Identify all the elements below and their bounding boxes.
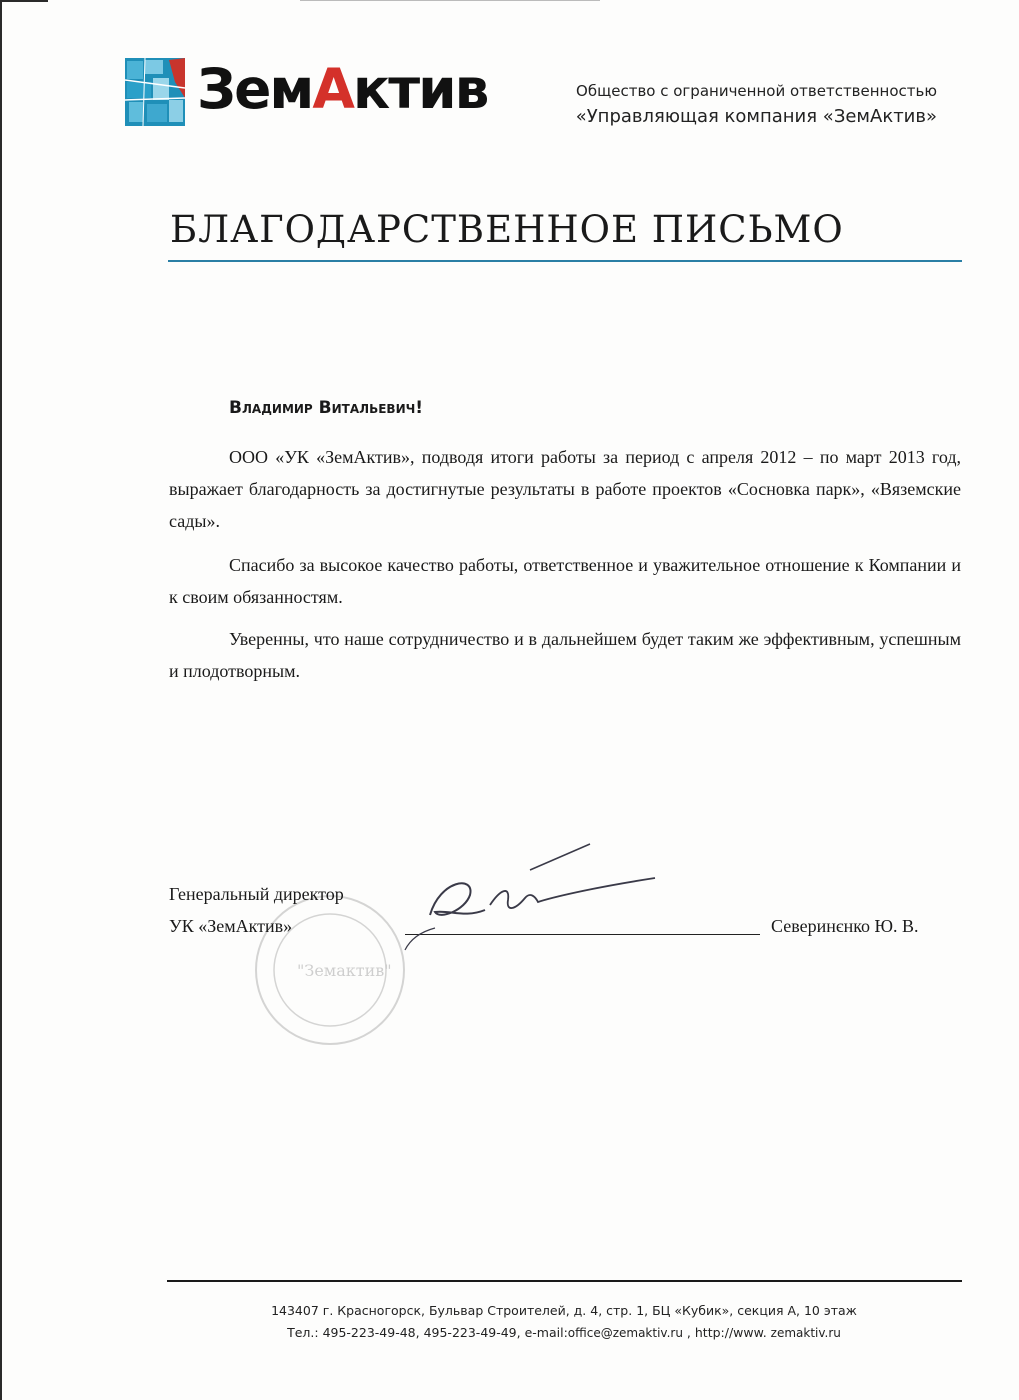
company-legal-form: Общество с ограниченной ответственностью	[576, 82, 937, 100]
email-link[interactable]: office@zemaktiv.ru	[567, 1326, 683, 1340]
paragraph: Уверенны, что наше сотрудничество и в дальнейшем будет таким же эффективным, успешным и плодотворным.	[169, 629, 961, 681]
stamp-text: "Земактив"	[297, 961, 392, 980]
salutation: Владимир Витальевич!	[229, 398, 424, 418]
scan-edge	[0, 0, 2, 1400]
company-logo-icon	[125, 58, 185, 126]
signer-organization: УК «ЗемАктив»	[169, 916, 293, 936]
scan-edge	[300, 0, 600, 1]
footer-address: 143407 г. Красногорск, Бульвар Строителей, д. 4, стр. 1, БЦ «Кубик», секция А, 10 этаж	[271, 1303, 857, 1318]
letter-title: БЛАГОДАРСТВЕННОЕ ПИСЬМО	[170, 208, 844, 251]
handwritten-signature	[390, 840, 670, 960]
scan-edge	[0, 0, 48, 2]
paragraph: ООО «УК «ЗемАктив», подводя итоги работы за период с апреля 2012 – по март 2013 год, выражает благодарность за достигнутые результаты в работе проектов «Сосновка парк», «Вяземские сады».	[169, 447, 961, 531]
company-logo-text: ЗемАктив	[197, 57, 488, 121]
paragraph: Спасибо за высокое качество работы, ответственное и уважительное отношение к Компании и к своим обязанностям.	[169, 555, 961, 607]
footer-divider	[167, 1280, 962, 1282]
signer-position: Генеральный директор	[169, 884, 344, 904]
footer-contacts: Тел.: 495-223-49-48, 495-223-49-49, e-mail:office@zemaktiv.ru , http://www. zemaktiv.ru	[287, 1325, 841, 1340]
signer-name: Северинєнко Ю. В.	[771, 916, 919, 936]
title-divider	[168, 260, 962, 262]
website-link[interactable]: zemaktiv.ru	[770, 1326, 841, 1340]
company-name: «Управляющая компания «ЗемАктив»	[575, 106, 937, 127]
